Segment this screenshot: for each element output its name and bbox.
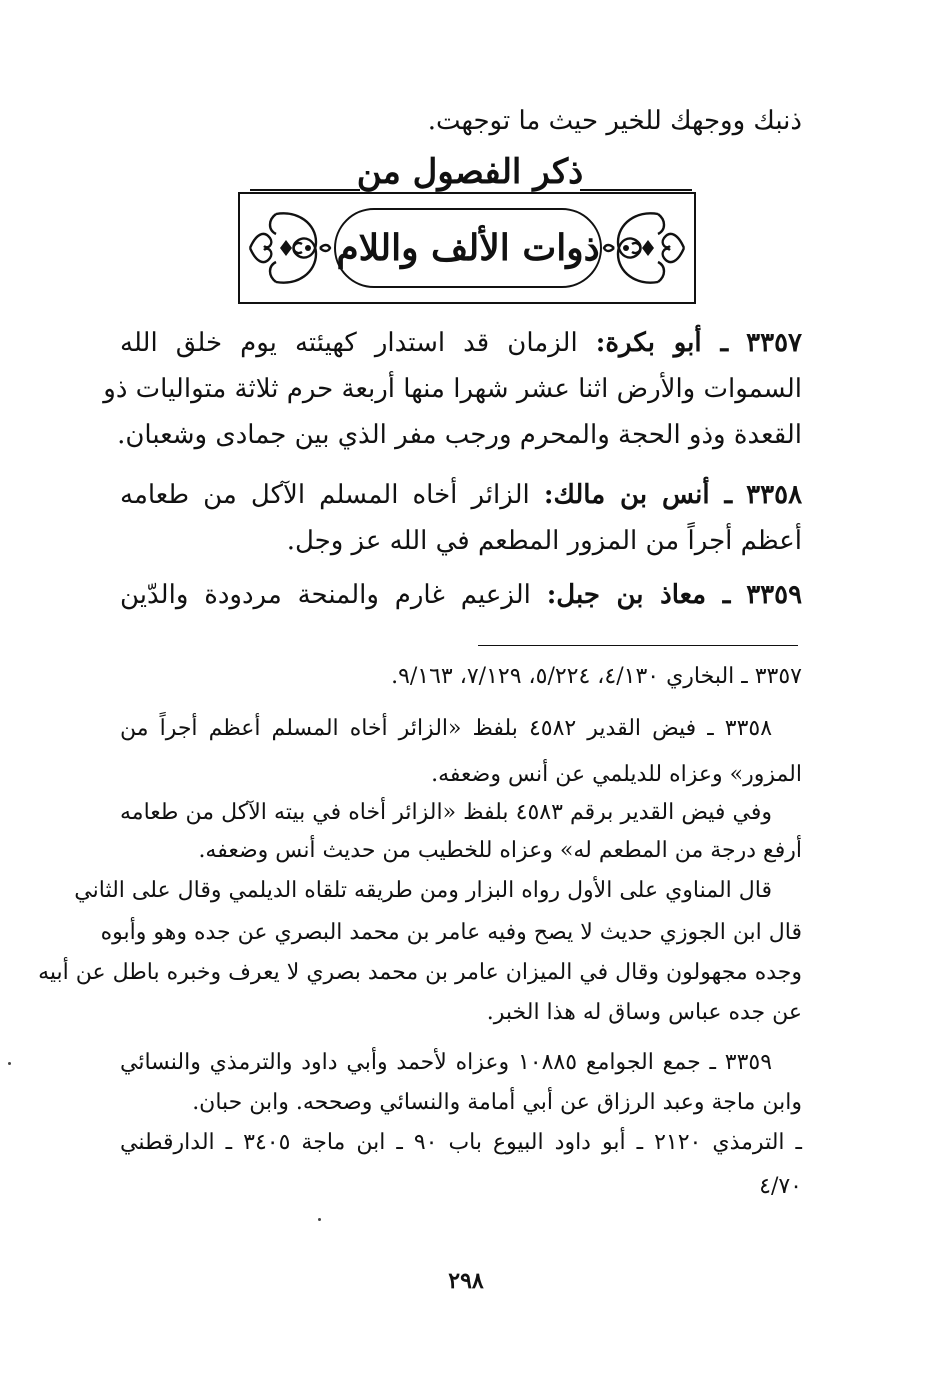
hadith-text-line: السموات والأرض اثنا عشر شهرا منها أربعة حرم ثلاثة متواليات ذو [103,374,802,404]
footnote-line: ٣٣٥٨ ـ فيض القدير ٤٥٨٢ بلفظ «الزائر أخاه المسلم أعظم أجراً من [120,716,773,741]
section-heading-line2: ذوات الألف واللام [334,208,602,288]
hadith-number: ٣٣٥٩ [746,580,803,610]
heading-frame [238,192,696,304]
footnote-line: ٣٣٥٩ ـ جمع الجوامع ١٠٨٨٥ وعزاه لأحمد وأبي داود والترمذي والنسائي [120,1050,773,1075]
footnote-line: ٣٣٥٧ ـ البخاري ٤/١٣٠، ٥/٢٢٤، ٧/١٢٩، ٩/١٦٣. [391,664,802,689]
footnote-line: عن جده عباس وساق له هذا الخبر. [486,1000,802,1025]
footnote-line: أرفع درجة من المطعم له» وعزاه للخطيب من حديث أنس وضعفه. [198,838,802,863]
hadith-text: الزائر أخاه المسلم الآكل من طعامه [120,480,530,510]
narrator-name: معاذ بن جبل: [546,580,707,610]
footnote-line: ـ الترمذي ٢١٢٠ ـ أبو داود البيوع باب ٩٠ ـ ابن ماجة ٣٤٠٥ ـ الدارقطني [120,1130,802,1155]
footnote-line: قال ابن الجوزي حديث لا يصح وفيه عامر بن محمد البصري عن جده وهو وأبوه [100,920,802,945]
narrator-name: أبو بكرة: [595,328,702,358]
hadith-number: ٣٣٥٧ [746,328,803,358]
scan-speck [8,1062,11,1065]
section-heading-line1: ذكر الفصول من [356,152,584,192]
footnote-line: المزور» وعزاه للديلمي عن أنس وضعفه. [431,762,802,787]
page-number: ٢٩٨ [448,1268,484,1294]
footnote-line: وجده مجهولون وقال في الميزان عامر بن محمد بصري لا يعرف وخبره باطل عن أبيه [38,960,802,985]
hadith-text: الزمان قد استدار كهيئته يوم خلق الله [120,328,578,358]
heading-rule-left [250,189,360,191]
hadith-text-line: القعدة وذو الحجة والمحرم ورجب مفر الذي بين جمادى وشعبان. [117,420,802,450]
heading-rule-right [580,189,692,191]
hadith-entry-line: ٣٣٥٧ ـ أبو بكرة: الزمان قد استدار كهيئته يوم خلق الله [120,328,803,358]
footnote-line: ٤/٧٠ [759,1174,802,1199]
hadith-number: ٣٣٥٨ [746,480,803,510]
hadith-text-line: أعظم أجراً من المزور المطعم في الله عز وجل. [286,526,802,556]
hadith-text: الزعيم غارم والمنحة مردودة والدّين [120,580,531,610]
scan-speck [318,1218,321,1221]
continuation-line: ذنبك ووجهك للخير حيث ما توجهت. [427,106,802,136]
hadith-entry-line: ٣٣٥٨ ـ أنس بن مالك: الزائر أخاه المسلم الآكل من طعامه [120,480,803,510]
narrator-name: أنس بن مالك: [543,480,710,510]
hadith-entry-line: ٣٣٥٩ ـ معاذ بن جبل: الزعيم غارم والمنحة مردودة والدّين [120,580,803,610]
footnote-line: قال المناوي على الأول رواه البزار ومن طريقه تلقاه الديلمي وقال على الثاني [74,878,772,903]
footnote-line: وفي فيض القدير برقم ٤٥٨٣ بلفظ «الزائر أخاه في بيته الآكل من طعامه [120,800,772,825]
footnote-line: وابن ماجة وعبد الرزاق عن أبي أمامة والنسائي وصححه. وابن حبان. [192,1090,802,1115]
arabesque-ornament-icon [246,204,332,292]
footnote-separator [478,645,798,646]
arabesque-ornament-icon [602,204,688,292]
